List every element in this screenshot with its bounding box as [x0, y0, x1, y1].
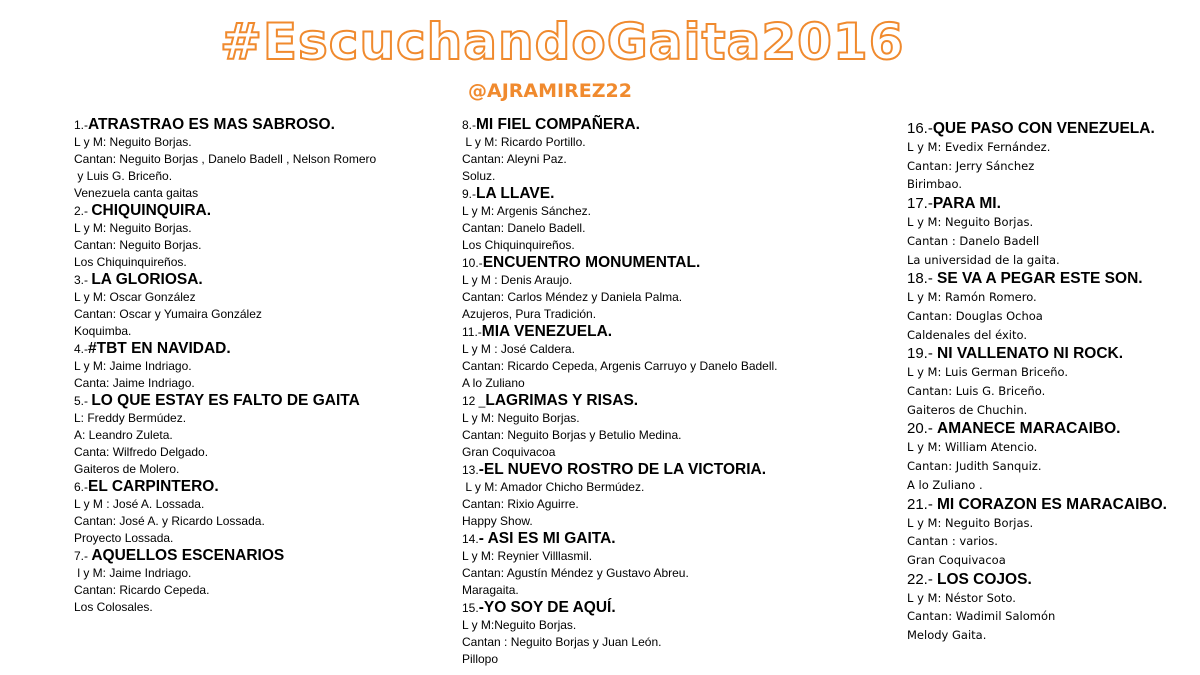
song-credit-line: Birimbao. — [907, 177, 963, 192]
song-entry — [907, 570, 1200, 645]
song-number: 19.- — [907, 345, 938, 363]
song-credit-line: L y M: Amador Chicho Bermúdez. — [462, 480, 645, 494]
song-credit-line: L y M: Neguito Borjas. — [907, 215, 1034, 230]
song-title: -EL NUEVO ROSTRO DE LA VICTORIA. — [478, 461, 767, 478]
song-credit-line: L: Freddy Bermúdez. — [74, 411, 187, 425]
song-credit-line: L y M: Ramón Romero. — [907, 290, 1037, 305]
song-title: QUE PASO CON VENEZUELA. — [932, 120, 1155, 137]
song-entry — [462, 599, 842, 668]
song-credit-line: Pillopo — [462, 652, 499, 666]
song-credit-line: Cantan: Aleyni Paz. — [462, 152, 567, 166]
page-title: #EscuchandoGaita2016 — [220, 13, 905, 71]
song-credit-line: L y M:Neguito Borjas. — [462, 618, 577, 632]
song-heading — [462, 323, 842, 341]
song-number: 10.- — [462, 256, 483, 270]
song-title: LA GLORIOSA. — [91, 271, 203, 288]
song-credit-line: L y M: Evedix Fernández. — [907, 140, 1051, 154]
song-number: 20.- — [907, 420, 938, 438]
song-title: NI VALLENATO NI ROCK. — [937, 345, 1124, 363]
song-credit-line: Cantan: Judith Sanquiz. — [907, 459, 1042, 474]
song-credit-line: Cantan: Ricardo Cepeda. — [74, 583, 210, 597]
song-credit-line: Caldenales del éxito. — [907, 327, 1027, 342]
song-credit-line: Cantan: Neguito Borjas y Betulio Medina. — [462, 428, 682, 442]
song-number: 11.- — [462, 325, 482, 339]
song-title-suffix: . — [330, 116, 335, 133]
song-heading — [74, 202, 454, 220]
song-credit-line: L y M : José A. Lossada. — [74, 497, 205, 511]
song-entry — [462, 530, 842, 599]
song-credit-line: L y M: Argenis Sánchez. — [462, 204, 591, 218]
song-credit-line: L y M: Luis German Briceño. — [907, 365, 1069, 380]
song-credit-line: Cantan: Neguito Borjas , Danelo Badell , Nelson Romero — [74, 152, 377, 166]
song-entry — [907, 419, 1200, 494]
song-title: LO QUE ESTAY ES FALTO DE GAITA — [91, 392, 360, 409]
song-entry — [907, 344, 1200, 419]
song-credit-line: L y M: Jaime Indriago. — [74, 359, 192, 373]
song-number: 9.- — [462, 187, 477, 201]
song-title: - ASI ES MI GAITA. — [478, 530, 616, 547]
song-entry — [74, 271, 454, 340]
song-entry — [74, 340, 454, 392]
song-number: 18.- — [907, 270, 938, 288]
song-title: LA LLAVE. — [476, 185, 555, 202]
song-credit-line: A lo Zuliano — [462, 376, 525, 390]
song-title: PARA MI. — [932, 195, 1001, 213]
song-heading — [907, 344, 1200, 363]
song-entry — [462, 185, 842, 254]
song-entry — [462, 392, 842, 461]
song-heading — [907, 570, 1200, 589]
song-heading — [907, 419, 1200, 438]
song-credit-line: L y M: William Atencio. — [907, 440, 1038, 455]
song-credit-line: Cantan: Jerry Sánchez — [907, 158, 1035, 173]
song-heading — [462, 530, 842, 548]
song-title: ENCUENTRO MONUMENTAL. — [482, 254, 701, 271]
song-number: 22.- — [907, 570, 938, 588]
song-entry — [74, 202, 454, 271]
song-credit-line: L y M: Neguito Borjas. — [462, 411, 580, 425]
song-title: EL CARPINTERO. — [88, 478, 219, 495]
song-credit-line: Cantan : varios. — [907, 534, 998, 549]
song-credit-line: Koquimba. — [74, 324, 132, 338]
song-credit-line: A lo Zuliano . — [907, 477, 983, 492]
song-heading — [462, 392, 842, 410]
song-heading — [907, 194, 1200, 213]
song-credit-line: Melody Gaita. — [907, 628, 987, 643]
song-credit-line: Los Colosales. — [74, 600, 153, 614]
song-title: MI CORAZON ES MARACAIBO. — [937, 495, 1167, 513]
song-credit-line: l y M: Jaime Indriago. — [74, 566, 192, 580]
song-credit-line: Cantan : Danelo Badell — [907, 233, 1040, 248]
song-entry — [74, 392, 454, 478]
song-heading — [462, 185, 842, 203]
song-heading — [74, 392, 454, 410]
song-credit-line: Gaiteros de Chuchin. — [907, 402, 1028, 417]
song-heading — [907, 495, 1200, 514]
song-title-suffix: . — [635, 116, 640, 133]
song-entry — [907, 495, 1200, 570]
song-heading — [462, 461, 842, 479]
song-number: 4.- — [74, 342, 89, 356]
song-heading — [907, 269, 1200, 288]
song-title: LOS COJOS. — [937, 570, 1032, 588]
song-credit-line: L y M: Néstor Soto. — [907, 590, 1016, 605]
song-credit-line: Azujeros, Pura Tradición. — [462, 307, 597, 321]
song-entry — [907, 119, 1200, 194]
song-title: SE VA A PEGAR ESTE SON. — [937, 270, 1143, 288]
song-credit-line: Cantan: Danelo Badell. — [462, 221, 586, 235]
song-credit-line: Cantan: Douglas Ochoa — [907, 308, 1043, 323]
song-title: CHIQUINQUIRA. — [91, 202, 212, 219]
song-number: 8.- — [462, 118, 477, 132]
song-heading — [462, 116, 842, 134]
song-entry — [74, 478, 454, 547]
song-credit-line: Maragaita. — [462, 583, 519, 597]
song-number: 13. — [462, 463, 479, 477]
song-title: #TBT EN NAVIDAD. — [88, 340, 231, 357]
song-title: LAGRIMAS Y RISAS. — [485, 392, 639, 409]
song-credit-line: y Luis G. Briceño. — [74, 169, 173, 183]
song-credit-line: Gran Coquivacoa — [907, 552, 1006, 567]
song-entry — [907, 269, 1200, 344]
song-column-1 — [74, 116, 454, 616]
song-number: 6.- — [74, 480, 89, 494]
song-number: 2.- — [74, 204, 92, 218]
song-credit-line: L y M : Denis Araujo. — [462, 273, 573, 287]
song-credit-line: Cantan: Ricardo Cepeda, Argenis Carruyo y Danelo Badell. — [462, 359, 778, 373]
song-title: AQUELLOS ESCENARIOS — [91, 547, 285, 564]
song-credit-line: Cantan: Wadimil Salomón — [907, 609, 1056, 624]
song-title: -YO SOY DE AQUÍ. — [478, 599, 616, 616]
song-credit-line: Canta: Jaime Indriago. — [74, 376, 195, 390]
song-credit-line: Soluz. — [462, 169, 496, 183]
song-number: 14. — [462, 532, 479, 546]
song-heading — [462, 599, 842, 617]
song-entry — [462, 461, 842, 530]
song-number: 16.- — [907, 120, 933, 137]
song-credit-line: Cantan: Luis G. Briceño. — [907, 384, 1046, 399]
song-credit-line: Cantan: Agustín Méndez y Gustavo Abreu. — [462, 566, 689, 580]
song-credit-line: A: Leandro Zuleta. — [74, 428, 173, 442]
song-credit-line: Cantan: José A. y Ricardo Lossada. — [74, 514, 265, 528]
song-number: 7.- — [74, 549, 92, 563]
song-column-2 — [462, 116, 842, 668]
song-heading — [907, 119, 1200, 138]
song-credit-line: L y M: Ricardo Portillo. — [462, 135, 586, 149]
song-entry — [907, 194, 1200, 269]
song-heading — [462, 254, 842, 272]
song-credit-line: Canta: Wilfredo Delgado. — [74, 445, 209, 459]
song-number: 3.- — [74, 273, 92, 287]
song-entry — [462, 323, 842, 392]
song-credit-line: Cantan: Neguito Borjas. — [74, 238, 202, 252]
song-number: 21.- — [907, 495, 938, 513]
song-entry — [462, 116, 842, 185]
song-credit-line: La universidad de la gaita. — [907, 252, 1060, 267]
song-entry — [74, 116, 454, 202]
song-entry — [462, 254, 842, 323]
song-credit-line: Happy Show. — [462, 514, 533, 528]
song-credit-line: Venezuela canta gaitas — [74, 186, 199, 200]
song-credit-line: Cantan: Rixio Aguirre. — [462, 497, 579, 511]
song-credit-line: Cantan : Neguito Borjas y Juan León. — [462, 635, 662, 649]
song-entry — [74, 547, 454, 616]
song-heading — [74, 478, 454, 496]
song-credit-line: Proyecto Lossada. — [74, 531, 174, 545]
song-title: AMANECE MARACAIBO. — [937, 420, 1121, 438]
song-number: 12 _ — [462, 394, 486, 408]
song-credit-line: L y M: Oscar González — [74, 290, 196, 304]
song-number: 1.- — [74, 118, 89, 132]
author-handle: @AJRAMIREZ22 — [468, 80, 632, 102]
song-credit-line: Cantan: Oscar y Yumaira González — [74, 307, 262, 321]
song-credit-line: Los Chiquinquireños. — [74, 255, 187, 269]
song-credit-line: Gaiteros de Molero. — [74, 462, 180, 476]
song-title: MIA VENEZUELA. — [481, 323, 613, 340]
song-credit-line: L y M: Neguito Borjas. — [74, 221, 192, 235]
song-credit-line: L y M: Reynier Villlasmil. — [462, 549, 593, 563]
song-credit-line: L y M : José Caldera. — [462, 342, 575, 356]
song-credit-line: L y M: Neguito Borjas. — [907, 515, 1034, 530]
song-heading — [74, 116, 454, 134]
song-number: 17.- — [907, 195, 933, 213]
song-heading — [74, 547, 454, 565]
song-number: 5.- — [74, 394, 92, 408]
song-title: ATRASTRAO ES MAS SABROSO — [88, 116, 331, 133]
song-credit-line: Los Chiquinquireños. — [462, 238, 575, 252]
song-title: MI FIEL COMPAÑERA — [476, 116, 636, 133]
song-number: 15. — [462, 601, 479, 615]
song-heading — [74, 340, 454, 358]
song-credit-line: Cantan: Carlos Méndez y Daniela Palma. — [462, 290, 683, 304]
song-heading — [74, 271, 454, 289]
song-column-3 — [907, 119, 1200, 645]
song-credit-line: L y M: Neguito Borjas. — [74, 135, 192, 149]
song-credit-line: Gran Coquivacoa — [462, 445, 556, 459]
